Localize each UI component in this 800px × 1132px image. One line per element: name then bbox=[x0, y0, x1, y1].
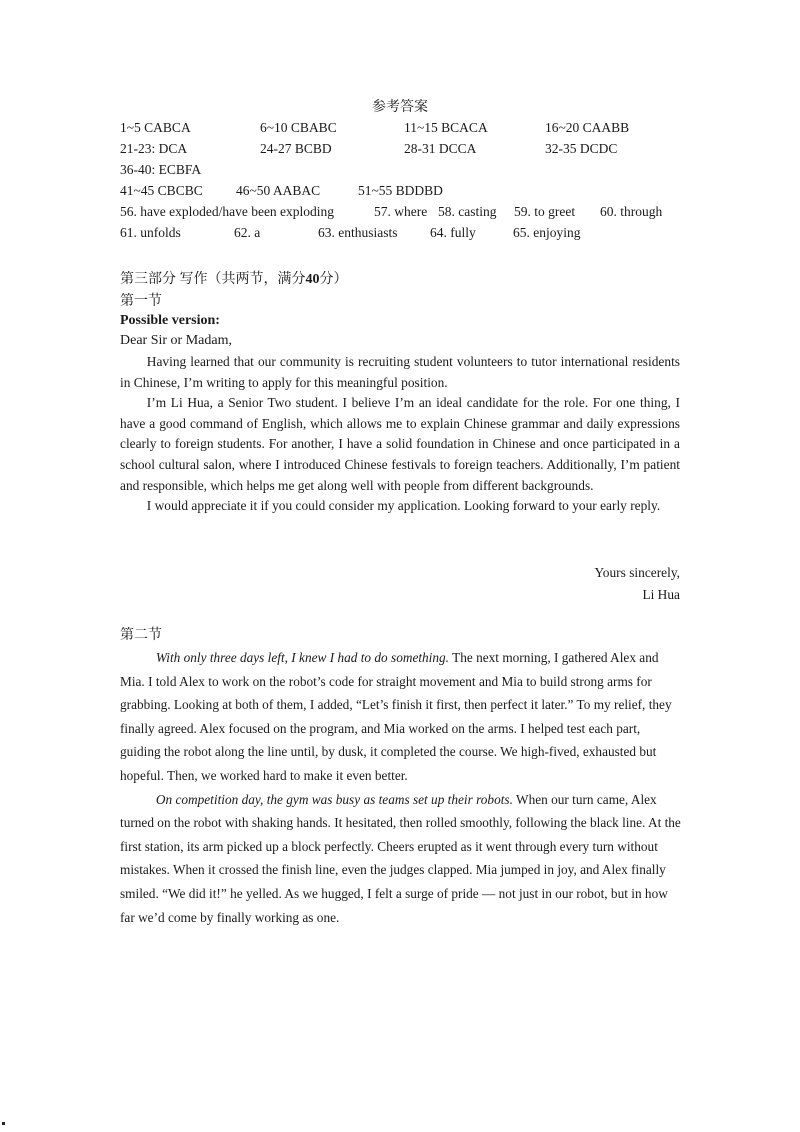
answer-item: 58. casting bbox=[438, 204, 497, 219]
answer-item: 60. through bbox=[600, 204, 663, 219]
answer-item: 6~10 CBABC bbox=[260, 120, 337, 135]
answer-item: 41~45 CBCBC bbox=[120, 183, 203, 198]
scan-mark bbox=[2, 1122, 5, 1125]
answer-item: 65. enjoying bbox=[513, 225, 581, 240]
essay-body: When our turn came, Alex turned on the robot with shaking hands. It hesitated, then rolled smoothly, following the black line. At the first station, its arm picked up a block perfectly. Cheers erupted as it went through every turn without mistakes. When it crossed the finish line, even the judges clapped. Mia jumped in joy, and Alex finally smiled. “We did it!” he yelled. As we hugged, I felt a surge of pride — not just in our robot, but in how far we’d come by finally working as one. bbox=[120, 791, 681, 925]
answer-item: 59. to greet bbox=[514, 204, 576, 219]
possible-version-label: Possible version: bbox=[120, 313, 220, 328]
answer-item: 24-27 BCBD bbox=[260, 141, 332, 156]
answer-item: 16~20 CAABB bbox=[545, 120, 630, 135]
essay-lead-sentence: With only three days left, I knew I had to do something. bbox=[155, 650, 450, 665]
letter-closing-block bbox=[594, 562, 680, 606]
answer-item: 57. where bbox=[374, 204, 428, 219]
answer-item: 61. unfolds bbox=[120, 225, 181, 240]
letter-closing: Yours sincerely, bbox=[594, 565, 680, 580]
answer-item: 32-35 DCDC bbox=[545, 141, 618, 156]
answer-item: 56. have exploded/have been exploding bbox=[120, 204, 335, 219]
letter-salutation: Dear Sir or Madam, bbox=[120, 333, 232, 348]
answer-item: 64. fully bbox=[430, 225, 476, 240]
letter-paragraph: I would appreciate it if you could consider my application. Looking forward to your early reply. bbox=[146, 498, 661, 514]
continuation-essay bbox=[120, 646, 682, 929]
part3-heading-suffix: 分） bbox=[319, 272, 348, 287]
part3-heading-score: 40 bbox=[305, 272, 320, 287]
letter-signature: Li Hua bbox=[642, 587, 680, 602]
section2-label: 第二节 bbox=[120, 628, 162, 643]
answer-item: 51~55 BDDBD bbox=[358, 183, 443, 198]
essay-paragraph bbox=[120, 646, 682, 788]
answer-item: 36-40: ECBFA bbox=[120, 162, 202, 177]
page-title: 参考答案 bbox=[372, 100, 428, 115]
answer-item: 21-23: DCA bbox=[120, 141, 188, 156]
section1-label: 第一节 bbox=[120, 294, 162, 309]
answer-item: 28-31 DCCA bbox=[404, 141, 477, 156]
part3-heading bbox=[120, 268, 348, 288]
answer-item: 11~15 BCACA bbox=[404, 120, 488, 135]
answer-item: 63. enthusiasts bbox=[318, 225, 398, 240]
answer-item: 46~50 AABAC bbox=[236, 183, 321, 198]
answer-item: 1~5 CABCA bbox=[120, 120, 191, 135]
part3-heading-prefix: 第三部分 写作（共两节，满分 bbox=[120, 272, 306, 287]
answer-item: 62. a bbox=[234, 225, 261, 240]
letter-paragraph: I’m Li Hua, a Senior Two student. I believe I’m an ideal candidate for the role. For one thing, I have a good command of English, which allows me to explain Chinese grammar and daily expressions clearly to foreign students. For another, I have a solid foundation in Chinese and once participated in a school cultural salon, where I introduced Chinese festivals to foreign teachers. Additionally, I’m patient and responsible, which helps me get along well with people from different backgrounds. bbox=[120, 395, 680, 493]
letter-paragraph: Having learned that our community is recruiting student volunteers to tutor international residents in Chinese, I’m writing to apply for this meaningful position. bbox=[120, 354, 680, 390]
essay-body: The next morning, I gathered Alex and Mia. I told Alex to work on the robot’s code for straight movement and Mia to build strong arms for grabbing. Looking at both of them, I added, “Let’s finish it first, then perfect it later.” To my relief, they finally agreed. Alex focused on the program, and Mia worked on the arms. I helped test each part, guiding the robot along the line until, by dusk, it completed the course. We high-fived, exhausted but hopeful. Then, we worked hard to make it even better. bbox=[120, 650, 672, 783]
essay-lead-sentence: On competition day, the gym was busy as teams set up their robots. bbox=[155, 791, 513, 807]
letter-body bbox=[120, 352, 680, 517]
essay-paragraph bbox=[120, 788, 682, 930]
